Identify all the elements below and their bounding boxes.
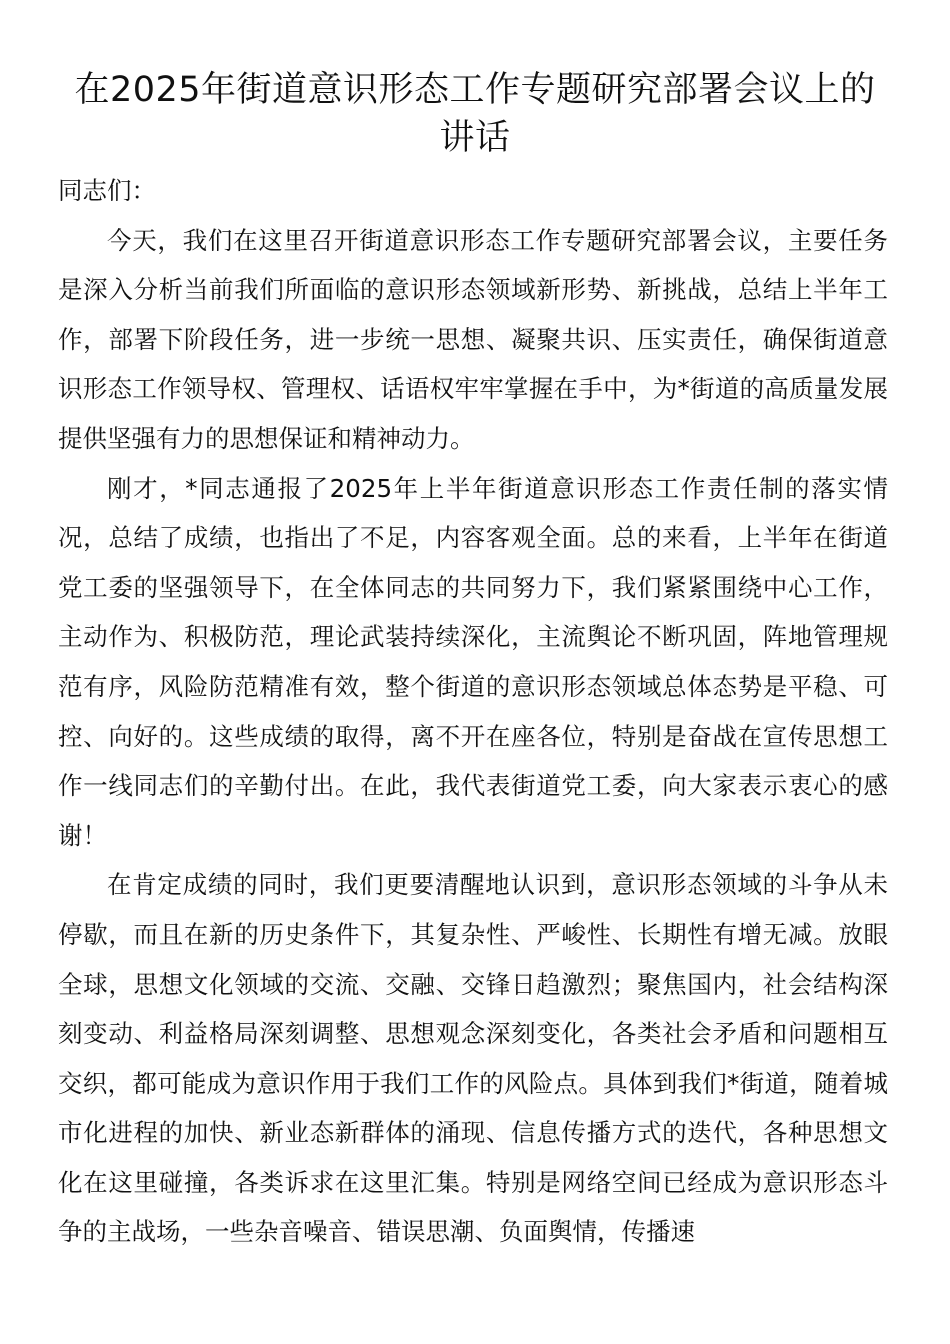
salutation: 同志们：	[58, 176, 156, 205]
paragraph-challenges: 在肯定成绩的同时，我们更要清醒地认识到，意识形态领域的斗争从未停歇，而且在新的历史条件下，其复杂性、严峻性、长期性有增无减。放眼全球，思想文化领域的交流、交融、交锋日趋激烈；聚焦国内，社会结构深刻变动、利益格局深刻调整、思想观念深刻变化，各类社会矛盾和问题相互交织，都可能成为意识作用于我们工作的风险点。具体到我们*街道，随着城市化进程的加快、新业态新群体的涌现、信息传播方式的迭代，各种思想文化在这里碰撞，各类诉求在这里汇集。特别是网络空间已经成为意识形态斗争的主战场，一些杂音噪音、错误思潮、负面舆情，传播速	[58, 870, 888, 1247]
document-body	[58, 166, 888, 1257]
paragraph-opening: 今天，我们在这里召开街道意识形态工作专题研究部署会议，主要任务是深入分析当前我们所面临的意识形态领域新形势、新挑战，总结上半年工作，部署下阶段任务，进一步统一思想、凝聚共识、压实责任，确保街道意识形态工作领导权、管理权、话语权牢牢掌握在手中，为*街道的高质量发展提供坚强有力的思想保证和精神动力。	[58, 225, 888, 453]
document-title: 在2025年街道意识形态工作专题研究部署会议上的讲话	[74, 70, 876, 158]
paragraph-achievements: 刚才，*同志通报了2025年上半年街道意识形态工作责任制的落实情况，总结了成绩，也指出了不足，内容客观全面。总的来看，上半年在街道党工委的坚强领导下，在全体同志的共同努力下，我们紧紧围绕中心工作，主动作为、积极防范，理论武装持续深化，主流舆论不断巩固，阵地管理规范有序，风险防范精准有效，整个街道的意识形态领域总体态势是平稳、可控、向好的。这些成绩的取得，离不开在座各位，特别是奋战在宣传思想工作一线同志们的辛勤付出。在此，我代表街道党工委，向大家表示衷心的感谢！	[58, 473, 888, 850]
